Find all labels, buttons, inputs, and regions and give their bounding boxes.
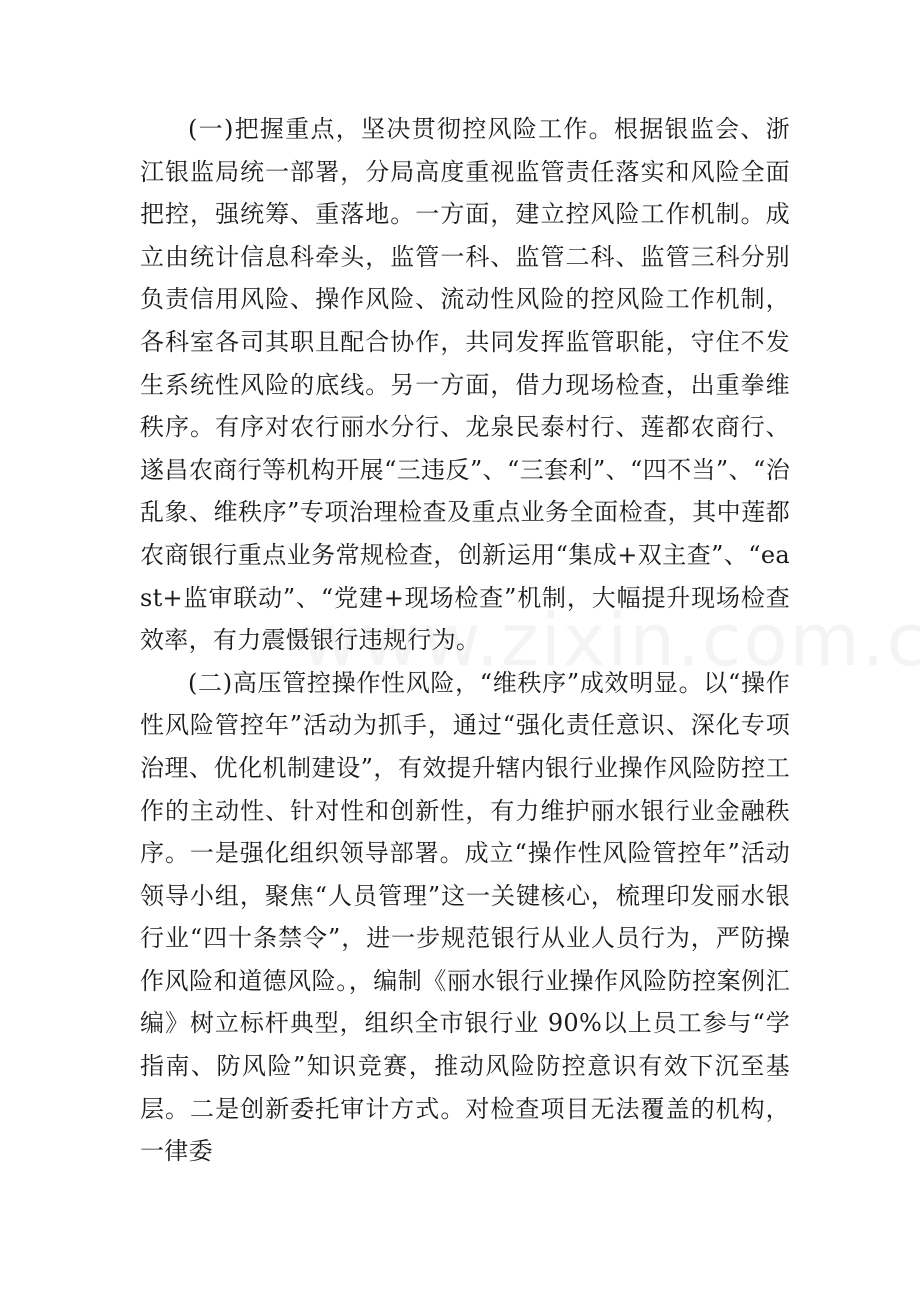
document-body (140, 108, 790, 1173)
paragraph-1: (一)把握重点，坚决贯彻控风险工作。根据银监会、浙江银监局统一部署，分局高度重视监管责任落实和风险全面把控，强统筹、重落地。一方面，建立控风险工作机制。成立由统计信息科牵头，监管一科、监管二科、监管三科分别负责信用风险、操作风险、流动性风险的控风险工作机制，各科室各司其职且配合协作，共同发挥监管职能，守住不发生系统性风险的底线。另一方面，借力现场检查，出重拳维秩序。有序对农行丽水分行、龙泉民泰村行、莲都农商行、遂昌农商行等机构开展“三违反”、“三套利”、“四不当”、“治乱象、维秩序”专项治理检查及重点业务全面检查，其中莲都农商银行重点业务常规检查，创新运用“集成+双主查”、“east+监审联动”、“党建+现场检查”机制，大幅提升现场检查效率，有力震慑银行违规行为。 (140, 115, 790, 655)
paragraph-2: (二)高压管控操作性风险，“维秩序”成效明显。以“操作性风险管控年”活动为抓手，通过“强化责任意识、深化专项治理、优化机制建设”，有效提升辖内银行业操作风险防控工作的主动性、针对性和创新性，有力维护丽水银行业金融秩序。一是强化组织领导部署。成立“操作性风险管控年”活动领导小组，聚焦“人员管理”这一关键核心，梳理印发丽水银行业“四十条禁令”，进一步规范银行从业人员行为，严防操作风险和道德风险。，编制《丽水银行业操作风险防控案例汇编》树立标杆典型，组织全市银行业 90%以上员工参与“学指南、防风险”知识竞赛，推动风险防控意识有效下沉至基层。二是创新委托审计方式。对检查项目无法覆盖的机构，一律委 (140, 668, 790, 1166)
